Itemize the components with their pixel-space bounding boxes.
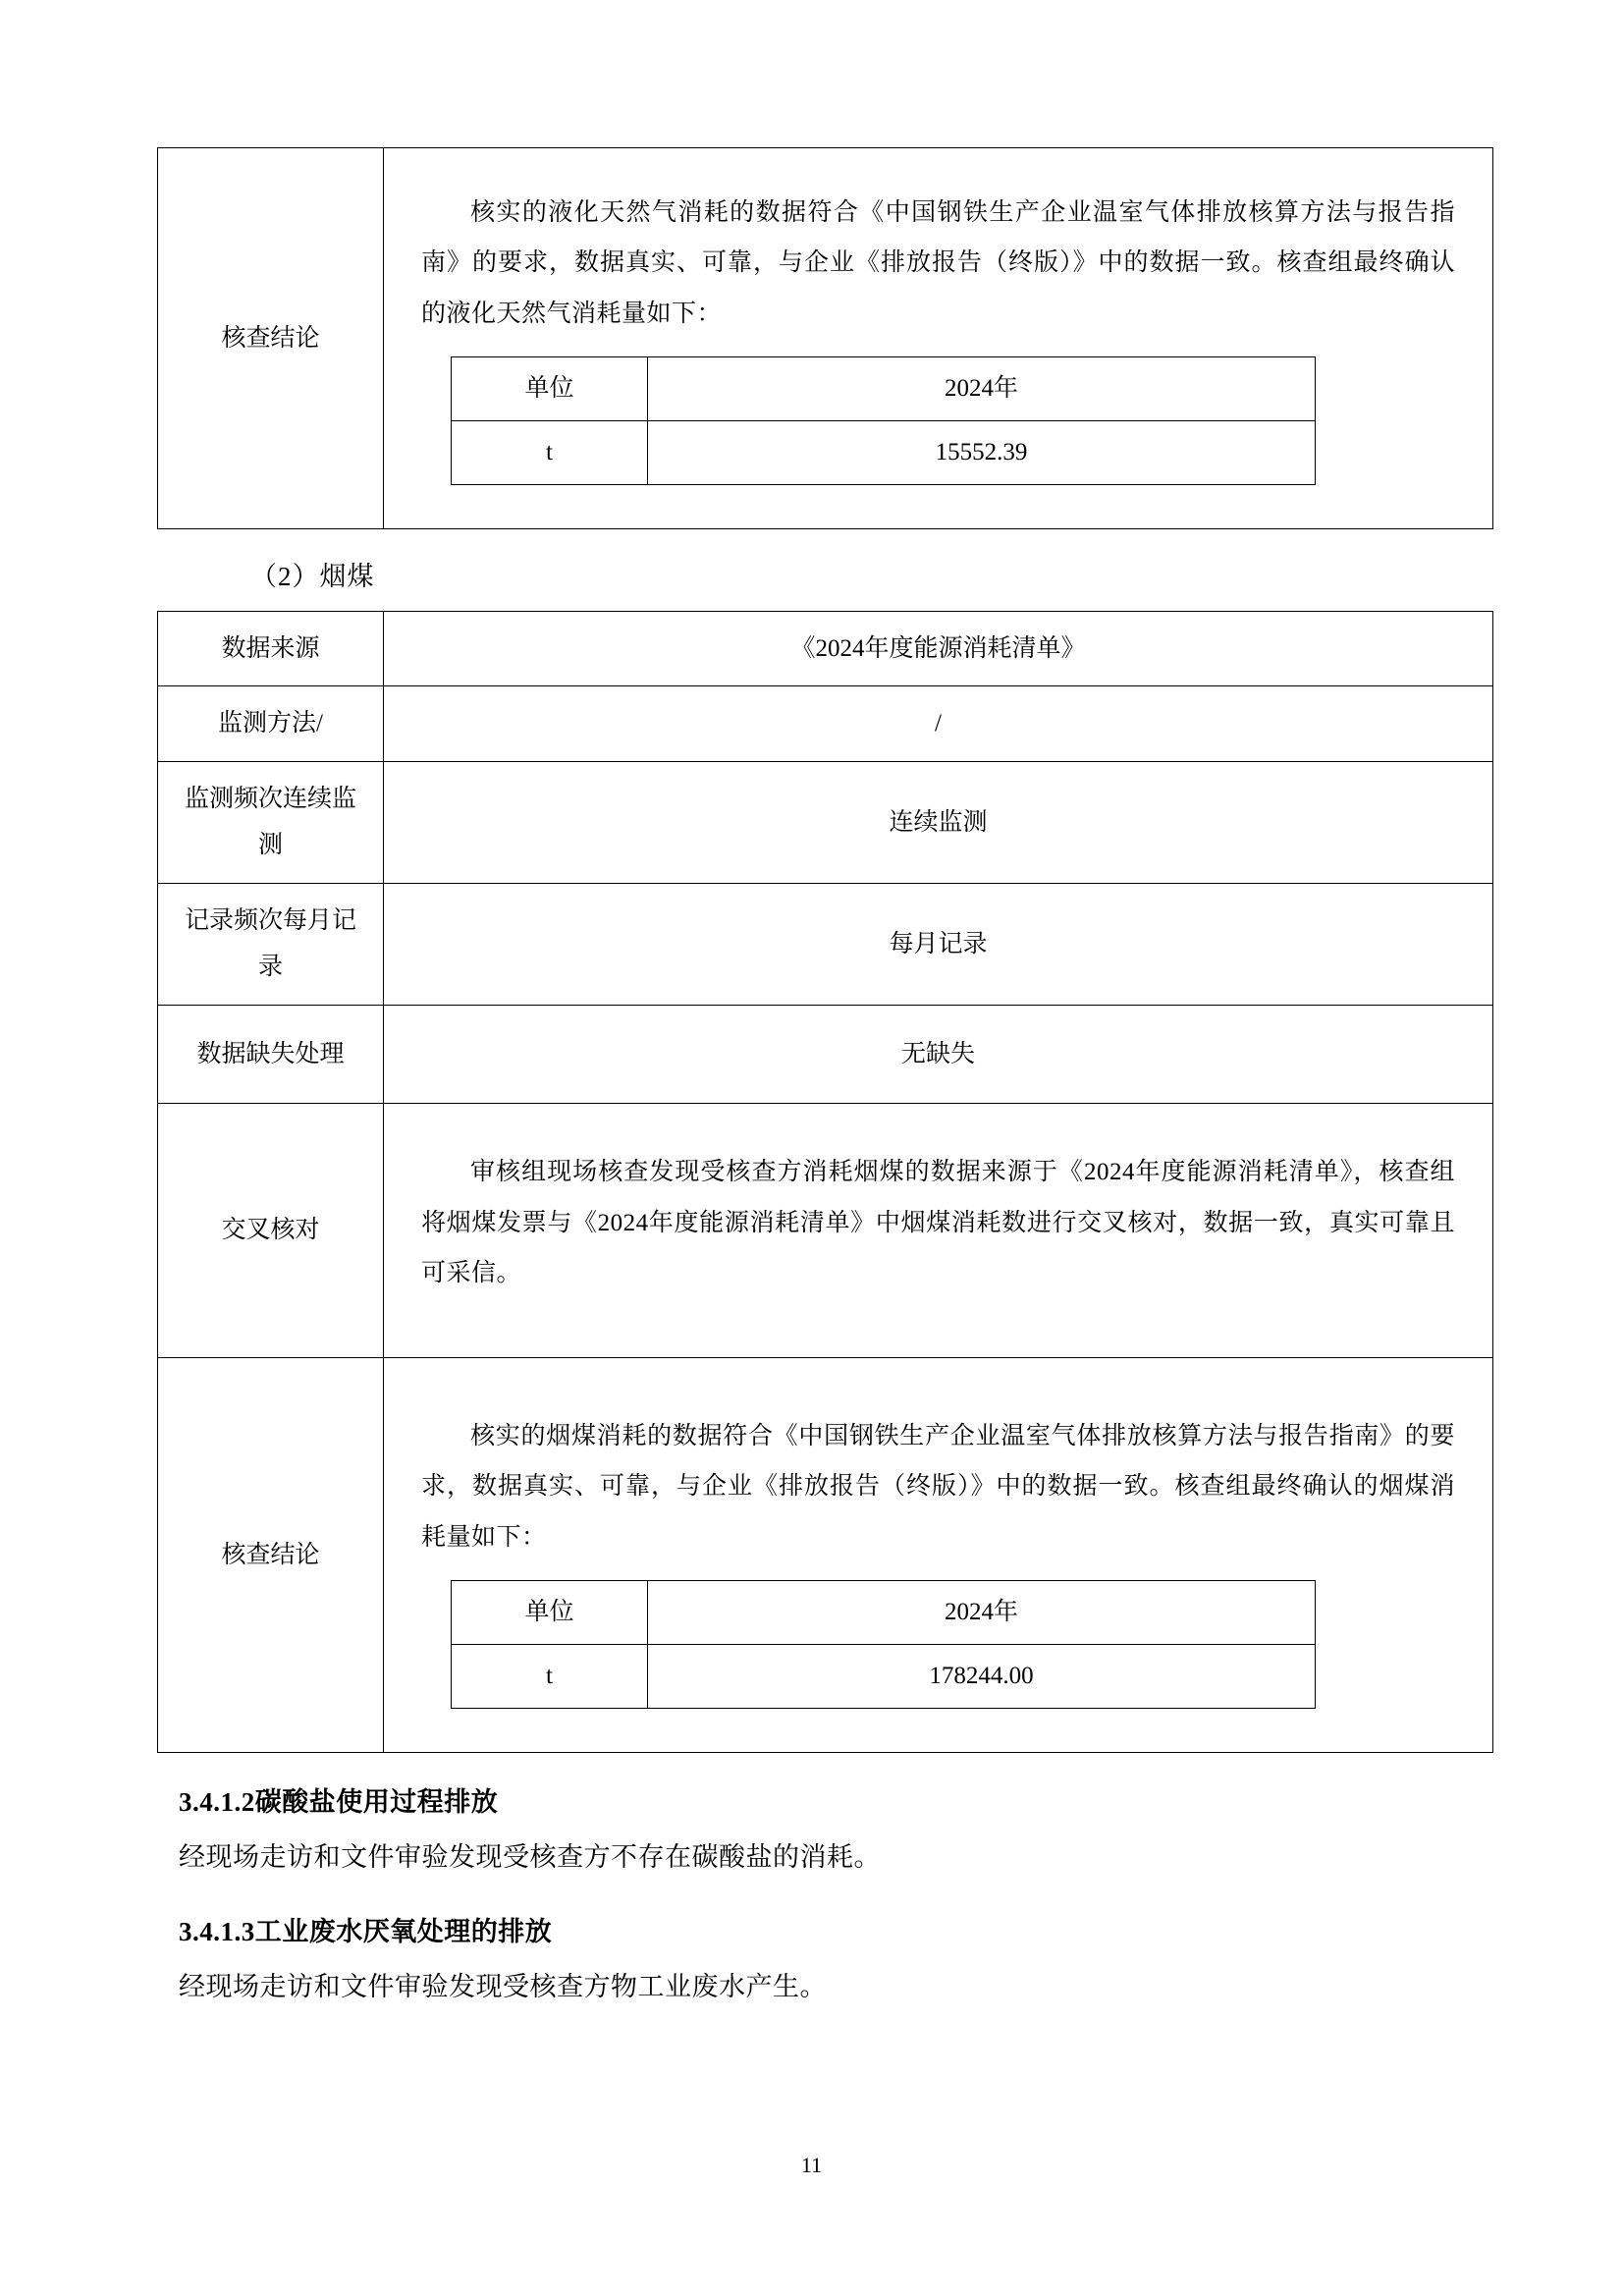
row-label-cross-check: 交叉核对 (158, 1104, 384, 1358)
cell-unit-value: t (452, 1644, 648, 1708)
section-title: 工业废水厌氧处理的排放 (254, 1917, 553, 1947)
lng-consumption-table (451, 356, 1316, 485)
table-row (158, 686, 1493, 762)
conclusion-row-content (384, 148, 1493, 529)
section-heading-3-4-1-3 (157, 1910, 1466, 1948)
column-header-unit: 单位 (452, 356, 648, 420)
column-header-year: 2024年 (648, 1580, 1316, 1644)
row-value-conclusion (384, 1358, 1493, 1753)
row-value-monitoring-frequency: 连续监测 (384, 761, 1493, 883)
cell-amount-value: 178244.00 (648, 1644, 1316, 1708)
table-row (158, 1104, 1493, 1358)
table-row (452, 356, 1316, 420)
cell-unit-value: t (452, 420, 648, 484)
table-row (158, 148, 1493, 529)
row-label-record-frequency: 记录频次每月记录 (158, 883, 384, 1005)
section-title: 碳酸盐使用过程排放 (254, 1786, 499, 1817)
table-row (158, 761, 1493, 883)
row-value-record-frequency: 每月记录 (384, 883, 1493, 1005)
section-heading-3-4-1-2 (157, 1780, 1466, 1819)
coal-consumption-table (451, 1580, 1316, 1709)
table-row (452, 420, 1316, 484)
column-header-year: 2024年 (648, 356, 1316, 420)
table-row (158, 1358, 1493, 1753)
section-body-3-4-1-2: 经现场走访和文件审验发现受核查方不存在碳酸盐的消耗。 (179, 1841, 881, 1872)
row-value-cross-check (384, 1104, 1493, 1358)
section-number: 3.4.1.3 (179, 1917, 255, 1947)
conclusion-paragraph: 核实的液化天然气消耗的数据符合《中国钢铁生产企业温室气体排放核算方法与报告指南》的要求，数据真实、可靠，与企业《排放报告（终版）》中的数据一致。核查组最终确认的液化天然气消耗量如下： (421, 199, 1455, 327)
table-row (452, 1644, 1316, 1708)
subsection-heading-bituminous-coal: （2）烟煤 (250, 561, 375, 591)
row-label-conclusion: 核查结论 (158, 1358, 384, 1753)
column-header-unit: 单位 (452, 1580, 648, 1644)
coal-conclusion-paragraph: 核实的烟煤消耗的数据符合《中国钢铁生产企业温室气体排放核算方法与报告指南》的要求，数据真实、可靠，与企业《排放报告（终版）》中的数据一致。核查组最终确认的烟煤消耗量如下： (421, 1423, 1455, 1551)
cell-amount-value: 15552.39 (648, 420, 1316, 484)
row-label-missing-data-handling: 数据缺失处理 (158, 1005, 384, 1104)
row-label-monitoring-method: 监测方法/ (158, 686, 384, 762)
page-number: 11 (800, 2153, 823, 2177)
table-row (158, 883, 1493, 1005)
conclusion-row-label: 核查结论 (158, 148, 384, 529)
row-value-missing-data-handling: 无缺失 (384, 1005, 1493, 1104)
cross-check-paragraph: 审核组现场核查发现受核查方消耗烟煤的数据来源于《2024年度能源消耗清单》，核查组将烟煤发票与《2024年度能源消耗清单》中烟煤消耗数进行交叉核对，数据一致，真实可靠且可采信。 (421, 1159, 1455, 1286)
bituminous-coal-data-table (157, 611, 1493, 1753)
section-body-3-4-1-3: 经现场走访和文件审验发现受核查方物工业废水产生。 (179, 1972, 827, 2002)
table-row (158, 611, 1493, 686)
row-label-monitoring-frequency: 监测频次连续监测 (158, 761, 384, 883)
table-row (452, 1580, 1316, 1644)
row-value-monitoring-method: / (384, 686, 1493, 762)
section-number: 3.4.1.2 (179, 1786, 255, 1817)
table-row (158, 1005, 1493, 1104)
verification-conclusion-table-lng (157, 147, 1493, 529)
row-label-data-source: 数据来源 (158, 611, 384, 686)
row-value-data-source: 《2024年度能源消耗清单》 (384, 611, 1493, 686)
